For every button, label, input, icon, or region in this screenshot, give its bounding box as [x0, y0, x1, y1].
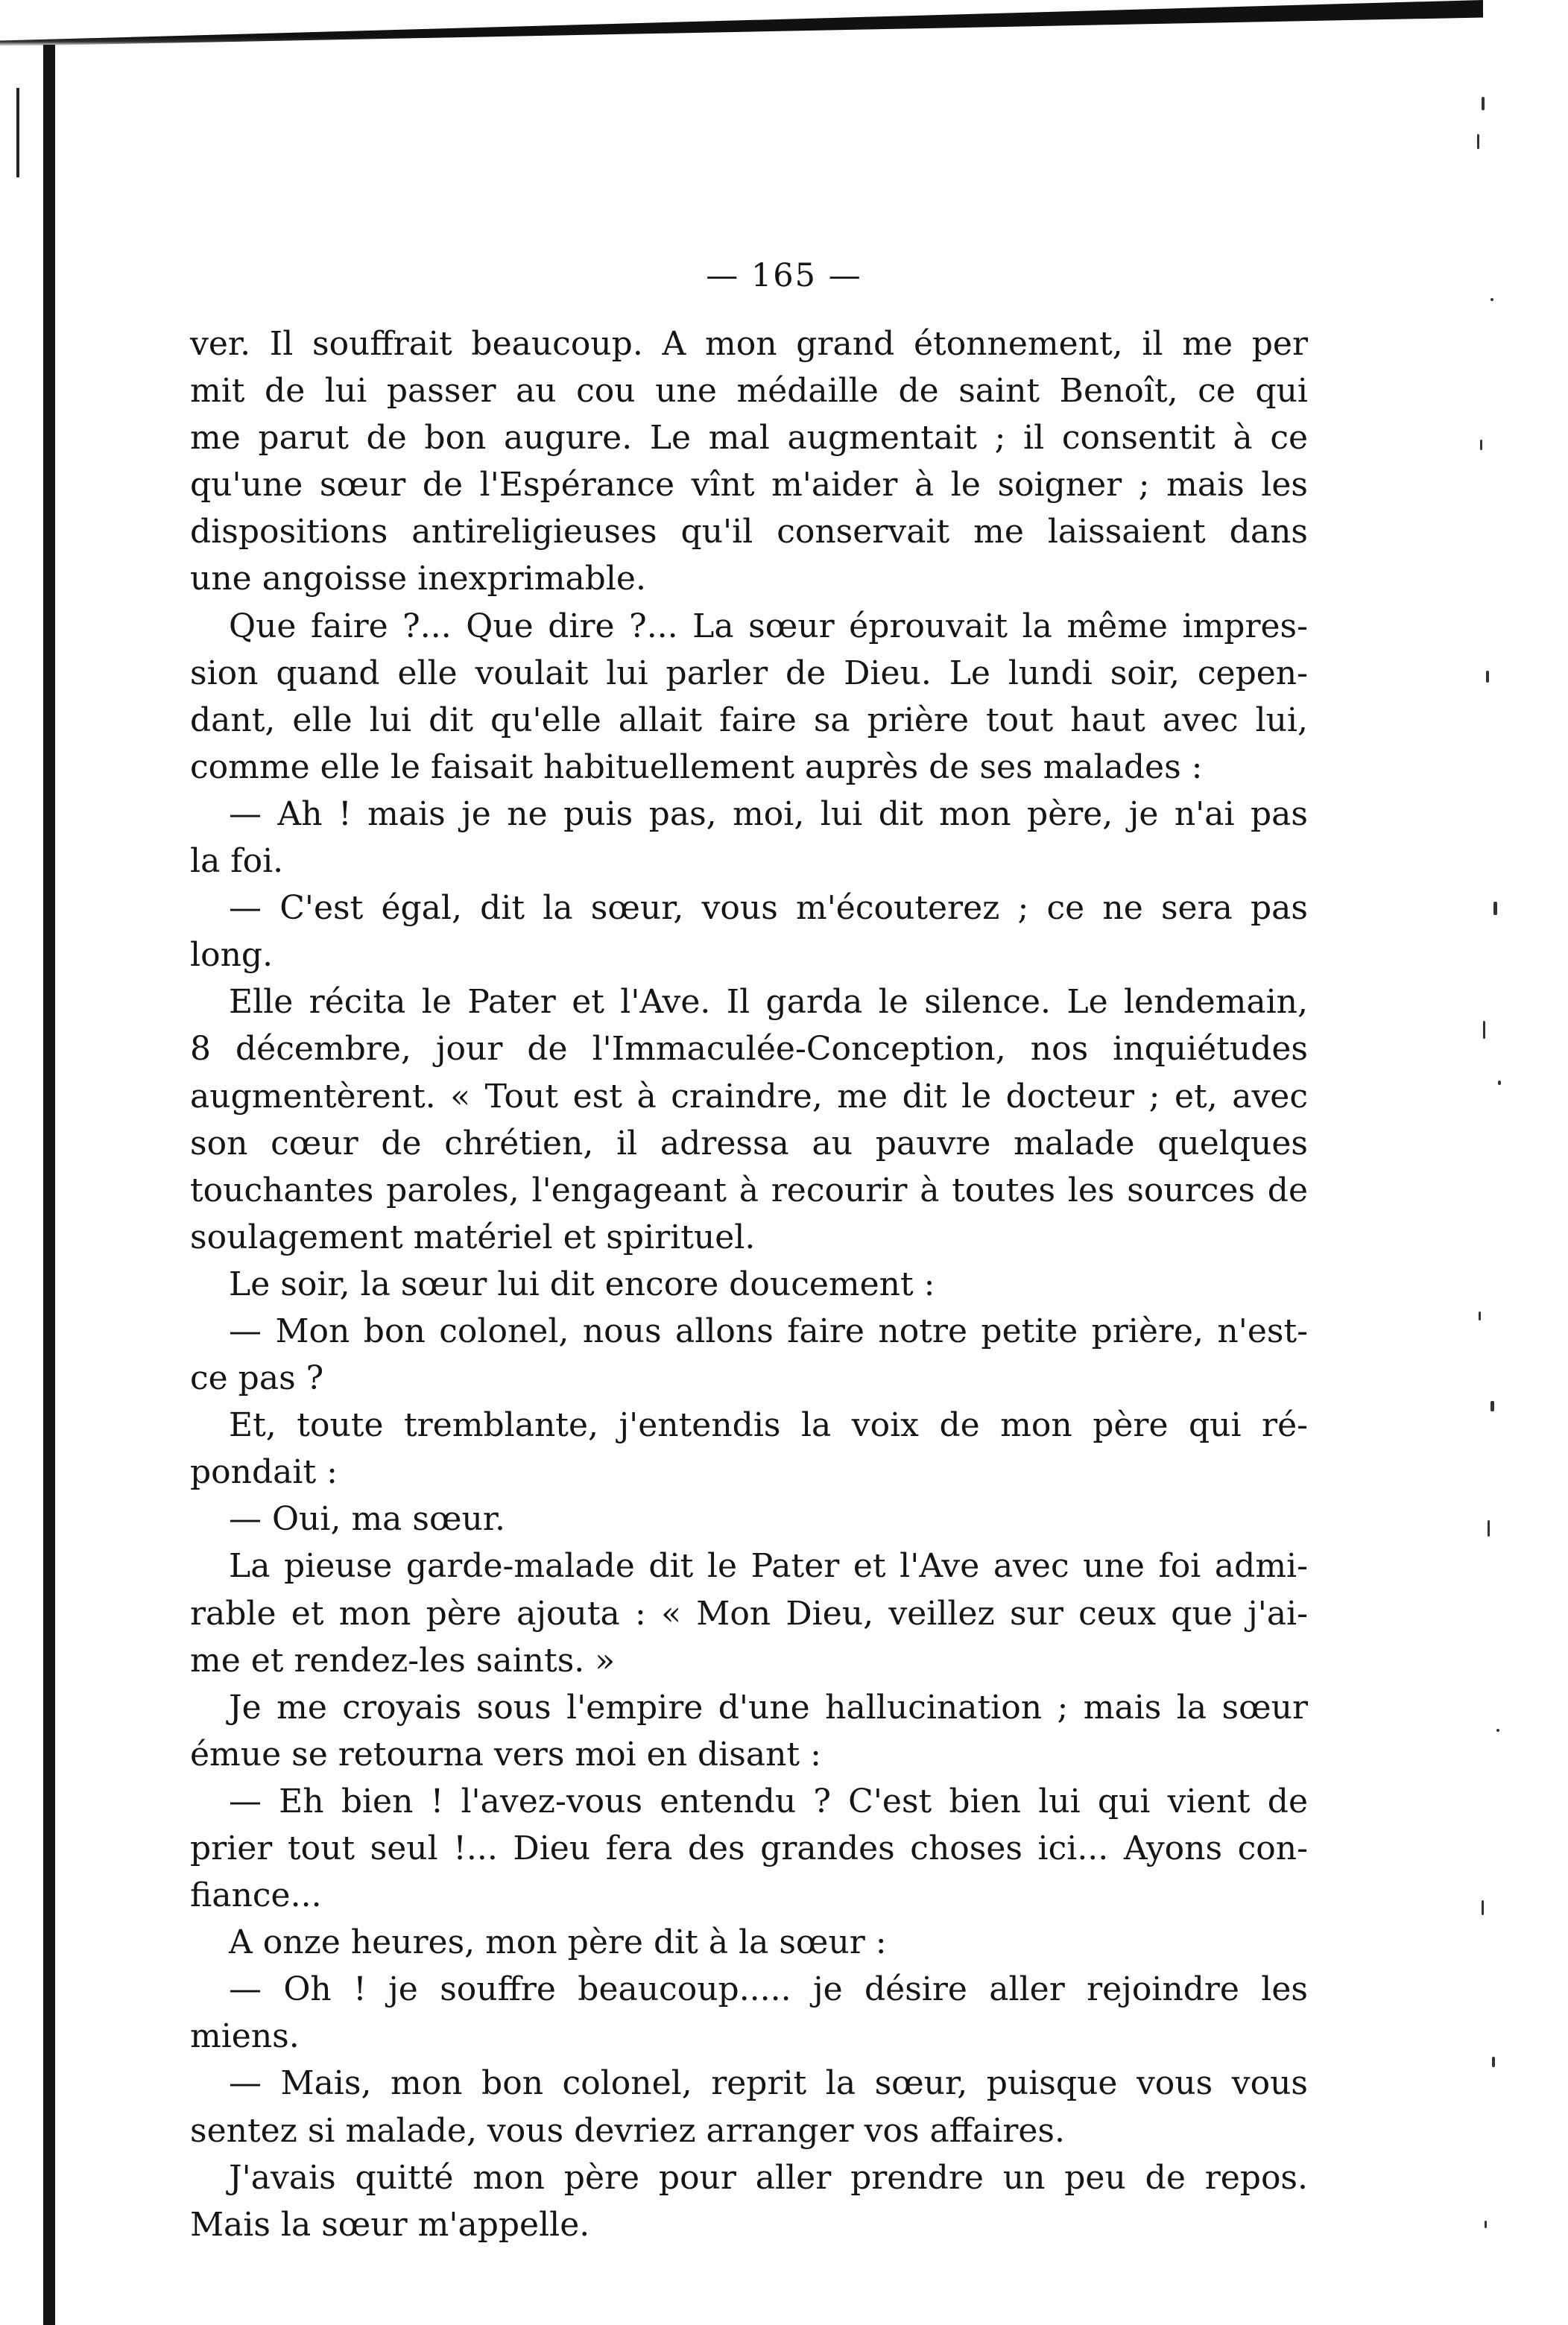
text-line: — Mon bon colonel, nous allons faire notre petite prière, n'est-: [229, 1312, 1308, 1350]
text-line: touchantes paroles, l'engageant à recourir à toutes les sources de: [190, 1171, 1308, 1209]
text-line: dispositions antireligieuses qu'il conservait me laissaient dans: [190, 513, 1308, 551]
text-line: sentez si malade, vous devriez arranger vos affaires.: [190, 2111, 1065, 2150]
text-line: rable et mon père ajouta : « Mon Dieu, veillez sur ceux que j'ai-: [190, 1594, 1308, 1633]
page-number: — 165 —: [706, 257, 862, 294]
text-line: ce pas ?: [190, 1359, 324, 1398]
text-line: fiance...: [190, 1876, 322, 1915]
text-line: soulagement matériel et spirituel.: [190, 1218, 756, 1256]
left-margin-mark: [16, 88, 19, 177]
text-line: La pieuse garde-malade dit le Pater et l'Ave avec une foi admi-: [229, 1547, 1308, 1586]
left-border-rule: [43, 45, 55, 2325]
text-line: Que faire ?... Que dire ?... La sœur éprouvait la même impres-: [229, 607, 1308, 645]
text-line: — Oui, ma sœur.: [229, 1500, 505, 1539]
text-line: long.: [190, 936, 274, 975]
text-line: pondait :: [190, 1453, 338, 1492]
text-line: Je me croyais sous l'empire d'une hallucination ; mais la sœur: [229, 1688, 1308, 1727]
text-line: augmentèrent. « Tout est à craindre, me dit le docteur ; et, avec: [190, 1077, 1308, 1116]
text-line: — Eh bien ! l'avez-vous entendu ? C'est bien lui qui vient de: [229, 1782, 1308, 1821]
text-line: me et rendez-les saints. »: [190, 1641, 616, 1680]
text-line: — Oh ! je souffre beaucoup..... je désire aller rejoindre les: [229, 1970, 1308, 2009]
text-line: Et, toute tremblante, j'entendis la voix de mon père qui ré-: [229, 1406, 1308, 1445]
text-line: 8 décembre, jour de l'Immaculée-Conception, nos inquiétudes: [190, 1030, 1308, 1069]
text-line: la foi.: [190, 842, 284, 881]
text-line: son cœur de chrétien, il adressa au pauvre malade quelques: [190, 1124, 1308, 1162]
text-line: miens.: [190, 2017, 300, 2056]
text-line: émue se retourna vers moi en disant :: [190, 1735, 821, 1774]
text-line: dant, elle lui dit qu'elle allait faire sa prière tout haut avec lui,: [190, 700, 1308, 739]
page-body: [190, 320, 1308, 2248]
top-border-rule: [0, 0, 1483, 46]
text-line: — C'est égal, dit la sœur, vous m'écouterez ; ce ne sera pas: [229, 889, 1308, 928]
text-line: me parut de bon augure. Le mal augmentait ; il consentit à ce: [190, 419, 1308, 458]
text-line: J'avais quitté mon père pour aller prendre un peu de repos.: [229, 2158, 1308, 2197]
text-line: A onze heures, mon père dit à la sœur :: [229, 1923, 887, 1962]
text-line: — Ah ! mais je ne puis pas, moi, lui dit mon père, je n'ai pas: [229, 794, 1308, 833]
text-line: ver. Il souffrait beaucoup. A mon grand étonnement, il me per: [190, 325, 1308, 363]
text-line: Elle récita le Pater et l'Ave. Il garda le silence. Le lendemain,: [229, 983, 1308, 1022]
right-margin-specks: [1476, 89, 1520, 2310]
text-line: prier tout seul !... Dieu fera des grandes choses ici... Ayons con-: [190, 1829, 1308, 1867]
text-line: Le soir, la sœur lui dit encore doucement :: [229, 1265, 935, 1303]
text-line: Mais la sœur m'appelle.: [190, 2205, 590, 2244]
text-line: sion quand elle voulait lui parler de Dieu. Le lundi soir, cepen-: [190, 654, 1308, 692]
text-line: une angoisse inexprimable.: [190, 560, 646, 598]
text-line: comme elle le faisait habituellement auprès de ses malades :: [190, 747, 1203, 786]
text-line: — Mais, mon bon colonel, reprit la sœur, puisque vous vous: [229, 2064, 1308, 2103]
text-line: mit de lui passer au cou une médaille de saint Benoît, ce qui: [190, 372, 1308, 411]
text-line: qu'une sœur de l'Espérance vînt m'aider à le soigner ; mais les: [190, 466, 1308, 504]
